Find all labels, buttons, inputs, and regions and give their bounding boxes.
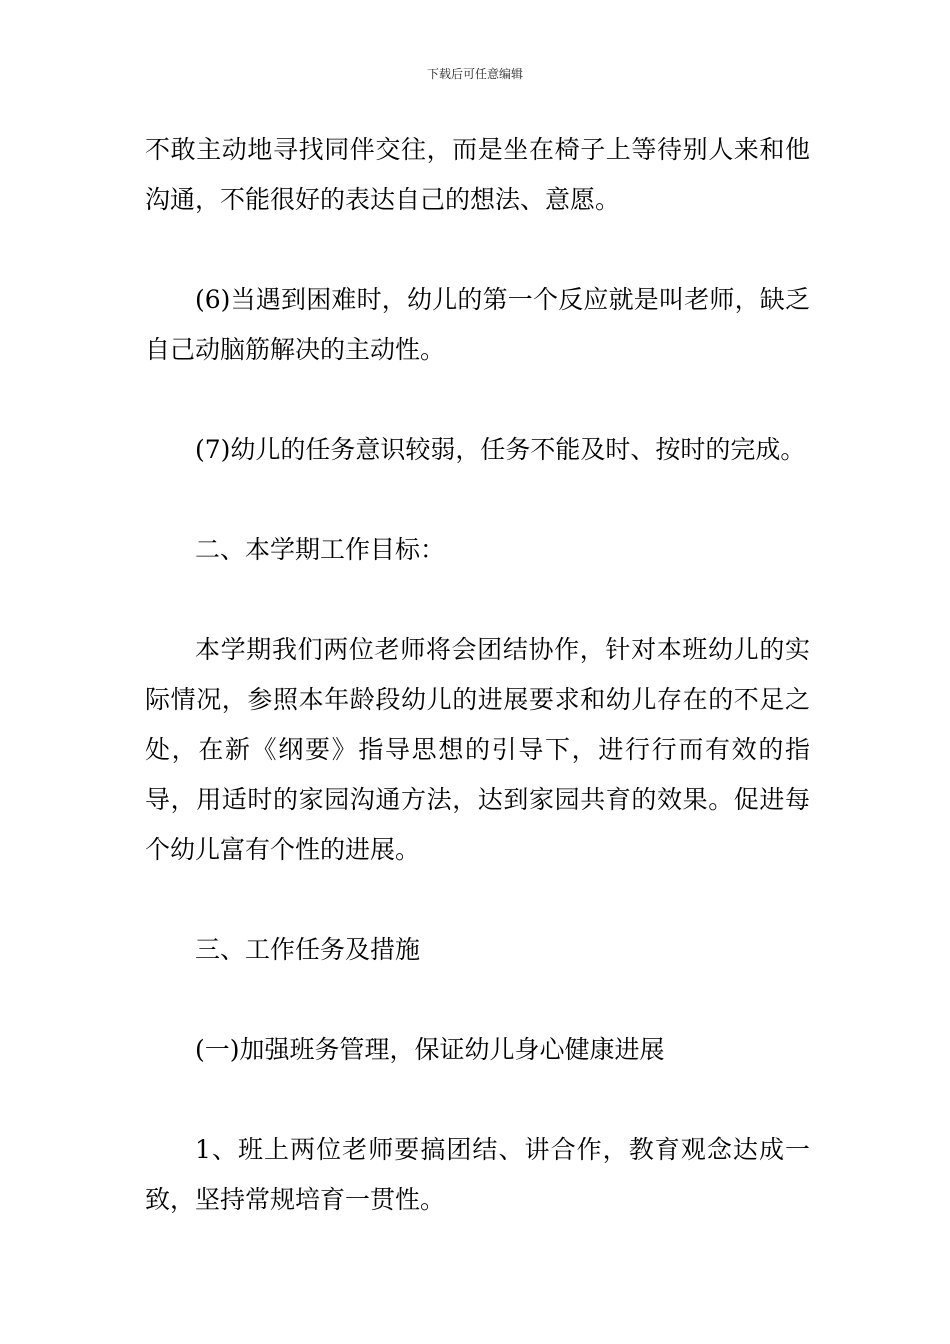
paragraph-goals: 本学期我们两位老师将会团结协作，针对本班幼儿的实际情况，参照本年龄段幼儿的进展要求和幼儿存在的不足之处，在新《纲要》指导思想的引导下，进行行而有效的指导，用适时的家园沟通方法，达到家园共育的效果。促进每个幼儿富有个性的进展。 [145, 635, 810, 864]
subsection-heading-1: (一)加强班务管理，保证幼儿身心健康进展 [195, 1035, 665, 1064]
paragraph-3: (7)幼儿的任务意识较弱，任务不能及时、按时的完成。 [195, 435, 806, 464]
paragraph-2: (6)当遇到困难时，幼儿的第一个反应就是叫老师，缺乏自己动脑筋解决的主动性。 [145, 285, 810, 364]
page-header: 下载后可任意编辑 [426, 67, 523, 81]
document-body [145, 125, 810, 1275]
section-heading-goals: 二、本学期工作目标： [195, 535, 446, 564]
section-heading-tasks: 三、工作任务及措施 [195, 935, 421, 964]
paragraph-item-1: 1、班上两位老师要搞团结、讲合作，教育观念达成一致，坚持常规培育一贯性。 [145, 1135, 810, 1214]
paragraph-1: 不敢主动地寻找同伴交往，而是坐在椅子上等待别人来和他沟通，不能很好的表达自己的想法、意愿。 [145, 135, 810, 214]
